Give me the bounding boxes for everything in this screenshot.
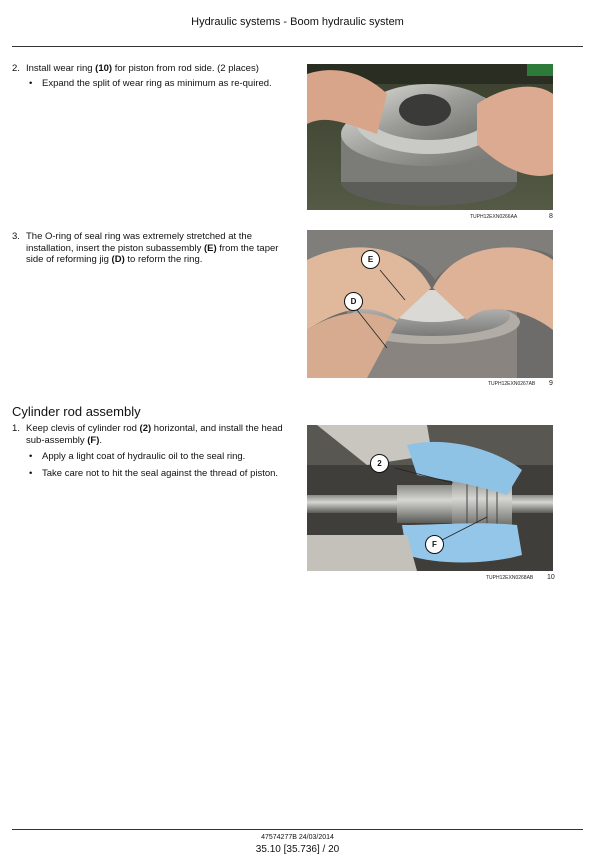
bullet-text: Take care not to hit the seal against the thread of piston. bbox=[42, 467, 279, 479]
step-text-part: for piston from rod side. (2 places) bbox=[112, 63, 259, 74]
bullet-item bbox=[26, 78, 290, 90]
header-rule bbox=[12, 46, 583, 47]
step-install-wear-ring bbox=[12, 63, 290, 89]
step-text bbox=[26, 423, 290, 446]
footer-rule bbox=[12, 829, 583, 830]
step-number: 3. bbox=[12, 231, 20, 242]
callout-f: F bbox=[425, 535, 444, 554]
ref-label: (F) bbox=[87, 434, 100, 446]
step-text-part: The O-ring of seal ring was extremely stretched at the installation, insert the piston subassembly bbox=[26, 231, 252, 254]
bullet-dot: • bbox=[29, 467, 33, 479]
step-number: 2. bbox=[12, 63, 20, 74]
step-text-part: . bbox=[99, 434, 103, 446]
figure-number: 10 bbox=[547, 574, 555, 581]
bullet-item bbox=[26, 451, 290, 463]
figure-caption: TUPH12EXN0266AA bbox=[470, 214, 518, 220]
step-text-part: horizontal, and install the head sub-assembly bbox=[26, 423, 283, 446]
bullet-dot: • bbox=[29, 77, 33, 89]
footer-page-number: 35.10 [35.736] / 20 bbox=[255, 844, 340, 855]
step-text-part: to reform the ring. bbox=[124, 254, 203, 265]
figure-caption: TUPH12EXN0268AB bbox=[486, 575, 534, 581]
step-text-part: Keep clevis of cylinder rod bbox=[26, 423, 140, 434]
ref-label: (D) bbox=[111, 254, 125, 265]
callout-2: 2 bbox=[370, 454, 389, 473]
section-title: Cylinder rod assembly bbox=[12, 404, 141, 419]
page-header: Hydraulic systems - Boom hydraulic system bbox=[191, 16, 404, 28]
photo-wear-ring bbox=[307, 64, 553, 210]
step-text bbox=[26, 63, 290, 75]
ref-label: (10) bbox=[95, 63, 113, 74]
step-keep-clevis-horizontal bbox=[12, 423, 290, 479]
callout-e: E bbox=[361, 250, 380, 269]
figure-number: 8 bbox=[549, 213, 553, 220]
bullet-dot: • bbox=[29, 451, 33, 462]
ref-label: (2) bbox=[139, 423, 152, 434]
footer-doc-id: 47574277B 24/03/2014 bbox=[261, 834, 334, 841]
step-text-part: from the taper side of reforming jig bbox=[26, 242, 279, 265]
bullet-text: Expand the split of wear ring as minimum as re-quired. bbox=[42, 77, 272, 89]
photo-cylinder-rod bbox=[307, 425, 553, 571]
step-text-part: Install wear ring bbox=[26, 63, 96, 74]
ref-label: (E) bbox=[203, 242, 217, 254]
figure-number: 9 bbox=[549, 380, 553, 387]
step-text bbox=[26, 231, 290, 266]
bullet-text: Apply a light coat of hydraulic oil to the seal ring. bbox=[42, 451, 246, 462]
step-reform-seal-ring bbox=[12, 231, 290, 266]
step-number: 1. bbox=[12, 423, 20, 434]
bullet-item bbox=[26, 468, 290, 480]
callout-d: D bbox=[344, 292, 363, 311]
photo-reforming-jig bbox=[307, 230, 553, 378]
figure-caption: TUPH12EXN0267AB bbox=[488, 381, 536, 387]
